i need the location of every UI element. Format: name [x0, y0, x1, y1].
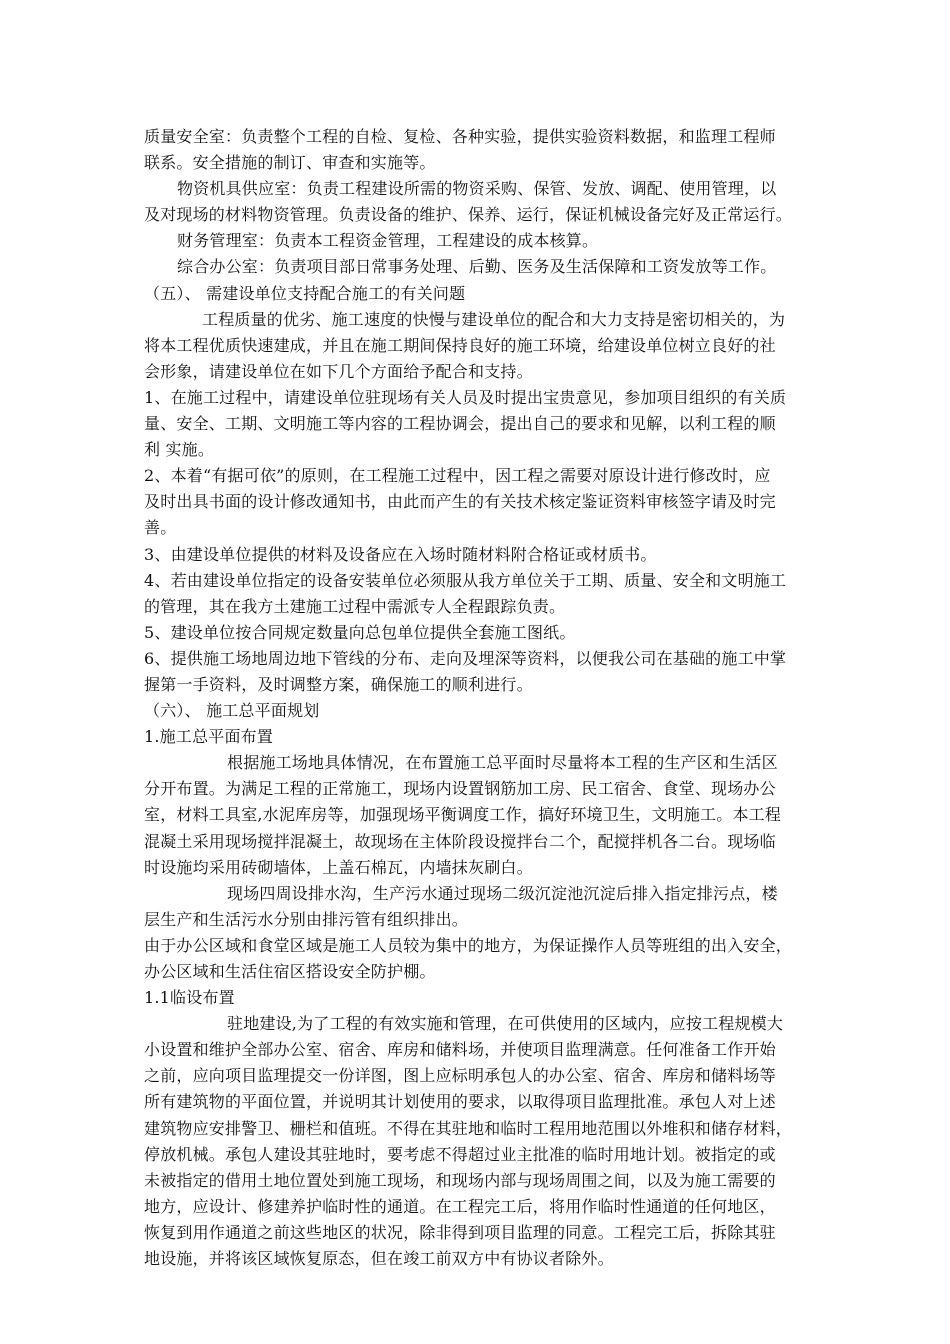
text-line: 2、本着“有据可依”的原则，在工程施工过程中，因工程之需要对原设计进行修改时，应	[144, 466, 771, 486]
text-line: 之前，应向项目监理提交一份详图，图上应标明承包人的办公室、宿舍、库房和储料场等	[144, 1066, 776, 1086]
text-line: 将本工程优质快速建成，并且在施工期间保持良好的施工环境，给建设单位树立良好的社	[144, 335, 776, 355]
text-line: （五）、 需建设单位支持配合施工的有关问题	[144, 283, 466, 303]
text-line: 分开布置。为满足工程的正常施工，现场内设置钢筋加工房、民工宿舍、食堂、现场办公	[144, 779, 776, 799]
text-line: （六）、 施工总平面规划	[144, 701, 320, 721]
text-line: 1.1临设布置	[144, 988, 235, 1008]
text-line: 质量安全室：负责整个工程的自检、复检、各种实验，提供实验资料数据，和监理工程师	[144, 127, 776, 146]
text-line: 财务管理室：负责本工程资金管理，工程建设的成本核算。	[177, 231, 599, 251]
text-line: 工程质量的优劣、施工速度的快慢与建设单位的配合和大力支持是密切相关的，为	[202, 309, 786, 329]
text-line: 办公区域和生活住宿区搭设安全防护棚。	[144, 962, 436, 981]
text-line: 小设置和维护全部办公室、宿舍、库房和储料场，并使项目监理满意。任何准备工作开始	[144, 1040, 776, 1060]
text-line: 室，材料工具室,水泥库房等，加强现场平衡调度工作，搞好环境卫生，文明施工。本工程	[144, 805, 782, 825]
text-line: 6、提供施工场地周边地下管线的分布、走向及埋深等资料，以便我公司在基础的施工中掌	[144, 648, 787, 668]
text-line: 驻地建设,为了工程的有效实施和管理，在可供使用的区域内，应按工程规模大	[227, 1014, 784, 1034]
text-line: 停放机械。承包人建设其驻地时，要考虑不得超过业主批准的临时用地计划。被指定的或	[144, 1144, 776, 1164]
text-line: 联系。安全措施的制订、审查和实施等。	[144, 153, 436, 173]
text-line: 4、若由建设单位指定的设备安装单位必须服从我方单位关于工期、质量、安全和文明施工	[144, 570, 787, 590]
text-line: 恢复到用作通道之前这些地区的状况，除非得到项目监理的同意。工程完工后，拆除其驻	[144, 1222, 776, 1242]
text-line: 层生产和生活污水分别由排污管有组织排出。	[144, 909, 469, 929]
text-line: 物资机具供应室：负责工程建设所需的物资采购、保管、发放、调配、使用管理，以	[177, 179, 777, 199]
text-line: 综合办公室：负责项目部日常事务处理、后勤、医务及生活保障和工资发放等工作。	[177, 257, 777, 277]
text-line: 利 实施。	[144, 440, 215, 460]
text-line: 地设施，并将该区域恢复原态，但在竣工前双方中有协议者除外。	[144, 1249, 614, 1269]
text-line: 现场四周设排水沟，生产污水通过现场二级沉淀池沉淀后排入指定排污点，楼	[227, 883, 778, 903]
text-line: 善。	[144, 518, 177, 538]
text-line: 地方，应设计、修建养护临时性的通道。在工程完工后，将用作临时性通道的任何地区，	[144, 1196, 776, 1216]
text-line: 及时出具书面的设计修改通知书，由此而产生的有关技术核定鉴证资料审核签字请及时完	[144, 492, 776, 512]
text-line: 握第一手资料，及时调整方案，确保施工的顺利进行。	[144, 674, 533, 694]
text-line: 量、安全、工期、文明施工等内容的工程协调会，提出自己的要求和见解，以利工程的顺	[144, 414, 776, 434]
text-line: 1、在施工过程中，请建设单位驻现场有关人员及时提出宝贵意见，参加项目组织的有关质	[144, 387, 787, 407]
text-line: 及对现场的材料物资管理。负责设备的维护、保养、运行，保证机械设备完好及正常运行。	[144, 205, 793, 225]
text-line: 由于办公区域和食堂区域是施工人员较为集中的地方，为保证操作人员等班组的出入安全，	[144, 935, 793, 955]
text-line: 所有建筑物的平面位置，并说明其计划使用的要求，以取得项目监理批准。承包人对上述	[144, 1092, 776, 1112]
text-line: 未被指定的借用土地位置处到施工现场，和现场内部与现场周围之间，以及为施工需要的	[144, 1170, 776, 1190]
text-line: 时设施均采用砖砌墙体，上盖石棉瓦，内墙抹灰刷白。	[144, 857, 533, 877]
text-line: 建筑物应安排警卫、栅栏和值班。不得在其驻地和临时工程用地范围以外堆积和储存材料，	[144, 1118, 793, 1138]
text-line: 的管理，其在我方土建施工过程中需派专人全程跟踪负责。	[144, 596, 566, 616]
text-line: 1.施工总平面布置	[144, 727, 274, 747]
text-line: 根据施工场地具体情况，在布置施工总平面时尽量将本工程的生产区和生活区	[227, 753, 778, 773]
text-line: 会形象，请建设单位在如下几个方面给予配合和支持。	[144, 361, 533, 381]
text-line: 混凝土采用现场搅拌混凝土，故现场在主体阶段设搅拌台二个，配搅拌机各二台。现场临	[144, 831, 776, 851]
text-line: 5、建设单位按合同规定数量向总包单位提供全套施工图纸。	[144, 622, 576, 642]
text-line: 3、由建设单位提供的材料及设备应在入场时随材料附合格证或材质书。	[144, 544, 657, 564]
document-page	[144, 124, 812, 1272]
